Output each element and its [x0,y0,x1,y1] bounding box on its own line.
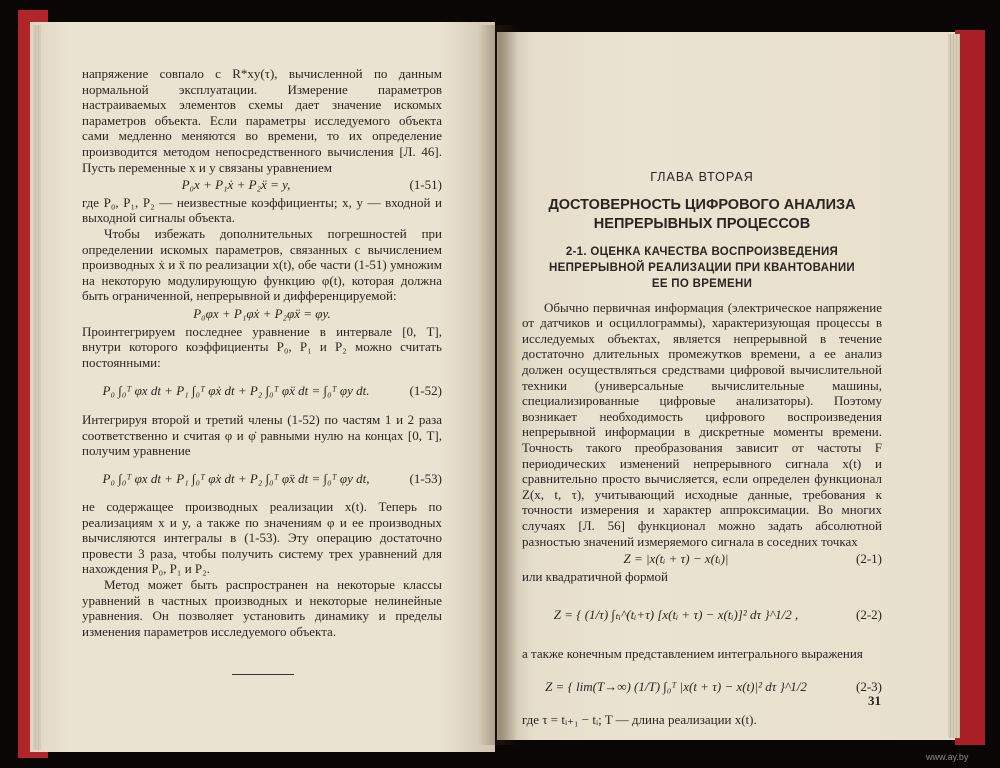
paragraph: где τ = tᵢ₊₁ − tᵢ; T — длина реализации x(t). [522,711,757,727]
paragraph: Интегрируя второй и третий члены (1-52) по частям 1 и 2 раза соответственно и считая φ и φ̇ равными нулю на концах [0, T], получим уравнение [82,412,442,459]
equation-number: (2-3) [856,679,882,695]
book-gutter [478,25,518,745]
left-page-text [82,66,442,639]
equation-formula: Z = |x(tᵢ + τ) − x(tᵢ)| [623,551,729,567]
chapter-title-line: НЕПРЕРЫВНЫХ ПРОЦЕССОВ [593,215,811,232]
paragraph: не содержащее производных реализации x(t). Теперь по реализациям x и y, а также по значениям φ и ее производных вычисляются интегралы в (1-53). Эту операцию достаточно провести 3 раза, чтобы получить систему трех уравнений для нахождения P₀, P₁ и P₂. [82,499,442,577]
section-title [522,244,882,292]
paragraph: Метод может быть распространен на некоторые классы уравнений в частных производных и некоторые нелинейные уравнения. Он позволяет установить динамику и пределы изменения параметров исследуемого объекта. [82,577,442,639]
paragraph: напряжение совпало с R*xy(τ), вычисленной по данным нормальной эксплуатации. Измерение параметров настраиваемых элементов схемы дает значение искомых параметров объекта. Если параметры исследуемого объекта сами медленно меняются во времени, то их определение производится методом непосредственного вычисления [Л. 46]. Пусть переменные x и y связаны уравнением [82,66,442,175]
equation-1-51 [82,177,442,193]
equation-2-3 [522,664,882,710]
equation-modulated [82,306,442,322]
paragraph: Обычно первичная информация (электрическое напряжение от датчиков и осциллограммы), характеризующая процессы в исследуемых объектах, является непрерывной в течение достаточно длительных промежутков времени, а ее анализ должен осуществляться средствами цифровой вычислительной техники (универсальные вычислительные машины, специализированные цифровые анализаторы). Поэтому возникает необходимость цифрового воспроизведения непрерывной информации в дискретные моменты времени. Точность такого преобразования зависит от частоты F периодических изменений непрерывного сигнала x(t) и сравнительно просто вычисляется, если определен функционал Z(x, t, τ), учитывающий исходные данные, требования к точности измерения и характер аппроксимации. Во многих случаях [Л. 56] функционал можно задать абсолютной разностью значений измеряемого сигнала в соседних точках [522,299,882,549]
paragraph: Чтобы избежать дополнительных погрешностей при определении искомых параметров, связанных с вычислением производных ẋ и ẍ по реализации x(t), обе части (1-51) умножим на некоторую модулирующую функцию φ(t), которая должна быть ограниченной, непрерывной и дифференцируемой: [82,225,442,304]
section-title-line: 2-1. ОЦЕНКА КАЧЕСТВА ВОСПРОИЗВЕДЕНИЯ [565,245,839,258]
equation-1-53 [82,461,442,497]
equation-number: (1-53) [409,471,442,487]
section-title-line: ЕЕ ПО ВРЕМЕНИ [651,277,753,290]
page-number: 31 [868,693,881,708]
chapter-title [522,196,882,234]
paragraph: или квадратичной формой [522,568,669,584]
equation-formula: P₀φx + P₁φẋ + P₂φẍ = φy. [193,305,331,321]
equation-formula: P₀x + P₁ẋ + P₂ẍ = y, [181,177,291,193]
equation-formula: Z = { (1/τ) ∫ₜᵢ^(tᵢ+τ) [x(tᵢ + τ) − x(tᵢ)]² dτ }^1/2 , [553,607,799,623]
equation-formula: P₀ ∫₀ᵀ φx dt + P₁ ∫₀ᵀ φẋ dt + P₂ ∫₀ᵀ φẍ dt = ∫₀ᵀ φy dt. [102,383,370,399]
equation-2-2 [522,586,882,644]
equation-2-1 [522,551,882,567]
equation-number: (2-2) [856,607,882,623]
footnote-rule [232,674,294,675]
equation-1-52 [82,372,442,410]
right-page-text [522,165,882,727]
watermark: www.ay.by [926,752,969,762]
equation-number: (1-51) [409,177,442,193]
equation-number: (1-52) [409,383,442,399]
paragraph: где P₀, P₁, P₂ — неизвестные коэффициенты; x, y — входной и выходной сигналы объекта. [82,194,442,226]
equation-formula: Z = { lim(T→∞) (1/T) ∫₀ᵀ |x(t + τ) − x(t)|² dτ }^1/2 [545,679,807,695]
equation-formula: P₀ ∫₀ᵀ φx dt + P₁ ∫₀ᵀ φ̇x dt + P₂ ∫₀ᵀ φ̈x dt = ∫₀ᵀ φy dt, [102,471,370,487]
section-title-line: НЕПРЕРЫВНОЙ РЕАЛИЗАЦИИ ПРИ КВАНТОВАНИИ [549,261,855,274]
chapter-label: ГЛАВА ВТОРАЯ [650,170,754,184]
equation-number: (2-1) [856,551,882,567]
chapter-title-line: ДОСТОВЕРНОСТЬ ЦИФРОВОГО АНАЛИЗА [548,196,856,213]
paragraph: Проинтегрируем последнее уравнение в интервале [0, T], внутри которого коэффициенты P₀, P₁ и P₂ можно считать постоянными: [82,323,442,370]
left-page-edges [33,25,41,750]
paragraph: а также конечным представлением интегрального выражения [522,646,863,662]
right-page-edges [948,34,960,738]
